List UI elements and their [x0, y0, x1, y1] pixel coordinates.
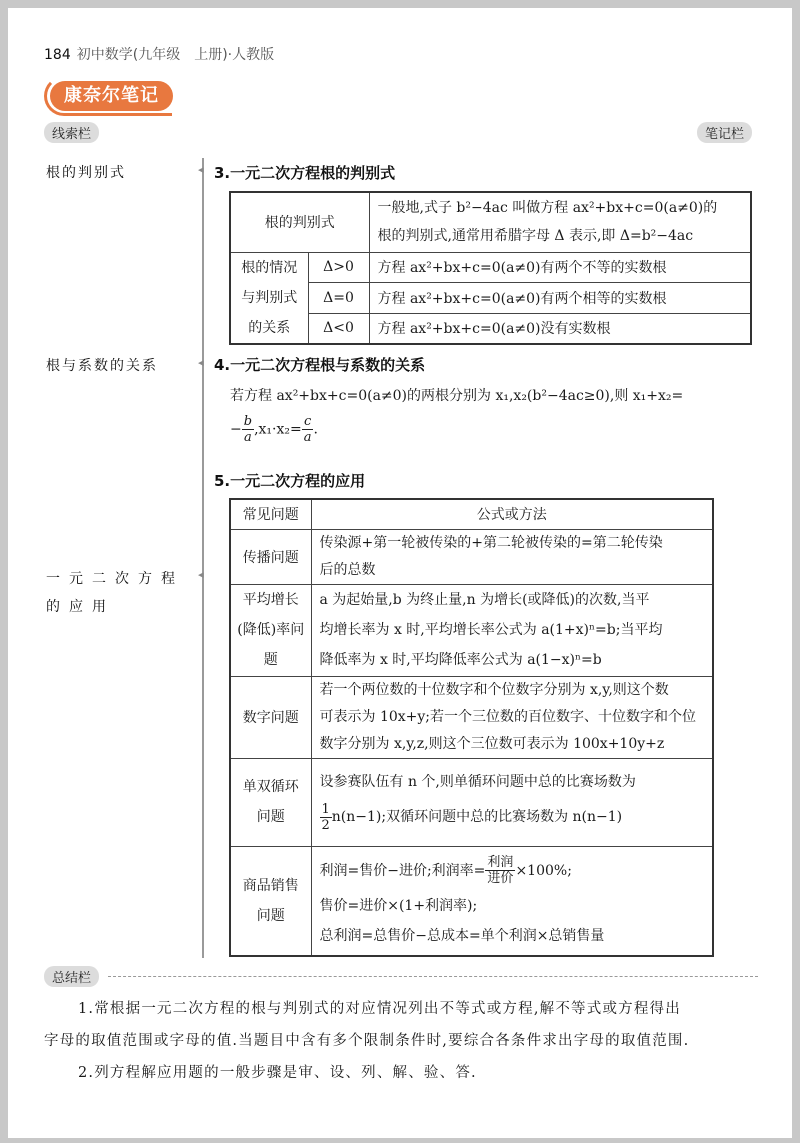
fraction [242, 414, 254, 445]
clue-column-label: 线索栏 [44, 122, 99, 143]
clue-item: 一元二次方程的应用 [46, 571, 184, 615]
cell-line [320, 797, 705, 837]
cell-line: 根的情况 [241, 259, 298, 276]
cell-line: a 为起始量,b 为终止量,n 为增长(或降低)的次数,当平 [319, 592, 650, 608]
fraction [485, 855, 515, 886]
cell-line: 降低率为 x 时,平均降低率公式为 a(1−x)ⁿ=b [319, 652, 602, 668]
table-header: 公式或方法 [311, 499, 713, 529]
table-cell: 数字问题 [230, 676, 311, 758]
formula-text: ,x₁·x₂= [254, 421, 302, 438]
denominator: a [244, 430, 252, 445]
table-cell [311, 846, 713, 956]
arrow-icon: ◂ [198, 163, 204, 176]
table-cell: 传播问题 [230, 529, 311, 584]
definition-line: 一般地,式子 b²−4ac 叫做方程 ax²+bx+c=0(a≠0)的 [377, 200, 718, 217]
table-cell: Δ=0 [308, 283, 369, 314]
table-cell: 根的判别式 [230, 192, 369, 252]
summary-paragraph: 1.常根据一元二次方程的根与判别式的对应情况列出不等式或方程,解不等式或方程得出 [78, 1001, 681, 1017]
cell-line: 可表示为 10x+y;若一个三位数的百位数字、十位数字和个位 [319, 708, 697, 725]
cell-line [320, 851, 705, 891]
minus-sign: − [230, 421, 242, 438]
notes-column-label: 笔记栏 [697, 122, 752, 143]
clue-item: 根与系数的关系 [46, 358, 158, 374]
table-cell: 方程 ax²+bx+c=0(a≠0)有两个相等的实数根 [369, 283, 751, 314]
summary-divider [108, 976, 758, 977]
table-cell: 平均增长(降低)率问题 [230, 584, 311, 676]
formula-text: n(n−1);双循环问题中总的比赛场数为 n(n−1) [331, 809, 623, 825]
section-title: 4.一元二次方程根与系数的关系 [214, 356, 426, 374]
table-header: 常见问题 [230, 499, 311, 529]
denominator: 进价 [487, 871, 514, 887]
book-title: 初中数学(九年级 上册)·人教版 [76, 47, 275, 63]
clue-item: 根的判别式 [46, 165, 126, 181]
numerator: c [302, 414, 314, 430]
cell-line: 数字分别为 x,y,z,则这个三位数可表示为 100x+10y+z [319, 735, 665, 752]
section-title: 5.一元二次方程的应用 [214, 472, 366, 490]
cell-line: 若一个两位数的十位数字和个位数字分别为 x,y,则这个数 [319, 681, 669, 698]
cell-line: 传染源+第一轮被传染的+第二轮被传染的=第二轮传染 [319, 534, 663, 551]
definition-line: 根的判别式,通常用希腊字母 Δ 表示,即 Δ=b²−4ac [377, 228, 694, 245]
numerator: 1 [321, 801, 330, 817]
table-cell [369, 192, 751, 252]
cell-line: 后的总数 [319, 561, 376, 578]
table-cell [230, 252, 308, 344]
cell-line: 与判别式 [241, 289, 298, 306]
table-cell [311, 758, 713, 846]
running-header [44, 44, 274, 64]
cell-line: 总利润=总售价−总成本=单个利润×总销售量 [319, 927, 605, 944]
cell-line: 售价=进价×(1+利润率); [319, 897, 478, 914]
cell-line: 设参赛队伍有 n 个,则单循环问题中总的比赛场数为 [319, 774, 636, 790]
table-cell: Δ<0 [308, 313, 369, 344]
discriminant-table [229, 191, 752, 345]
table-cell [311, 676, 713, 758]
numerator: 利润 [487, 855, 514, 871]
cell-line: 均增长率为 x 时,平均增长率公式为 a(1+x)ⁿ=b;当平均 [319, 622, 663, 638]
table-cell: 商品销售问题 [230, 846, 311, 956]
table-cell: 方程 ax²+bx+c=0(a≠0)有两个不等的实数根 [369, 252, 751, 283]
arrow-icon: ◂ [198, 356, 204, 369]
summary-paragraph: 字母的取值范围或字母的值.当题目中含有多个限制条件时,要综合各条件求出字母的取值范围. [44, 1033, 690, 1049]
formula-text: . [313, 421, 318, 438]
formula-text: 利润=售价−进价;利润率= [319, 862, 486, 879]
page-number: 184 [44, 47, 71, 63]
brand-tag: 康奈尔笔记 [50, 81, 173, 111]
table-cell: 方程 ax²+bx+c=0(a≠0)没有实数根 [369, 313, 751, 344]
vieta-line: 若方程 ax²+bx+c=0(a≠0)的两根分别为 x₁,x₂(b²−4ac≥0),则 x₁+x₂= [230, 388, 684, 404]
table-cell: Δ>0 [308, 252, 369, 283]
section-title: 3.一元二次方程根的判别式 [214, 164, 396, 182]
table-cell [311, 529, 713, 584]
numerator: b [243, 414, 253, 429]
formula-text: ×100%; [515, 862, 572, 879]
fraction [302, 414, 314, 445]
summary-column-label: 总结栏 [44, 966, 99, 987]
vieta-formula [230, 414, 318, 445]
cell-line: 的关系 [248, 319, 291, 336]
application-table [229, 498, 714, 957]
page [8, 8, 792, 1138]
arrow-icon: ◂ [198, 568, 204, 581]
column-divider [202, 158, 204, 958]
summary-paragraph: 2.列方程解应用题的一般步骤是审、设、列、解、验、答. [78, 1065, 477, 1081]
table-cell [311, 584, 713, 676]
table-cell: 单双循环问题 [230, 758, 311, 846]
fraction [320, 802, 332, 833]
denominator: 2 [321, 817, 330, 833]
denominator: a [303, 430, 312, 445]
